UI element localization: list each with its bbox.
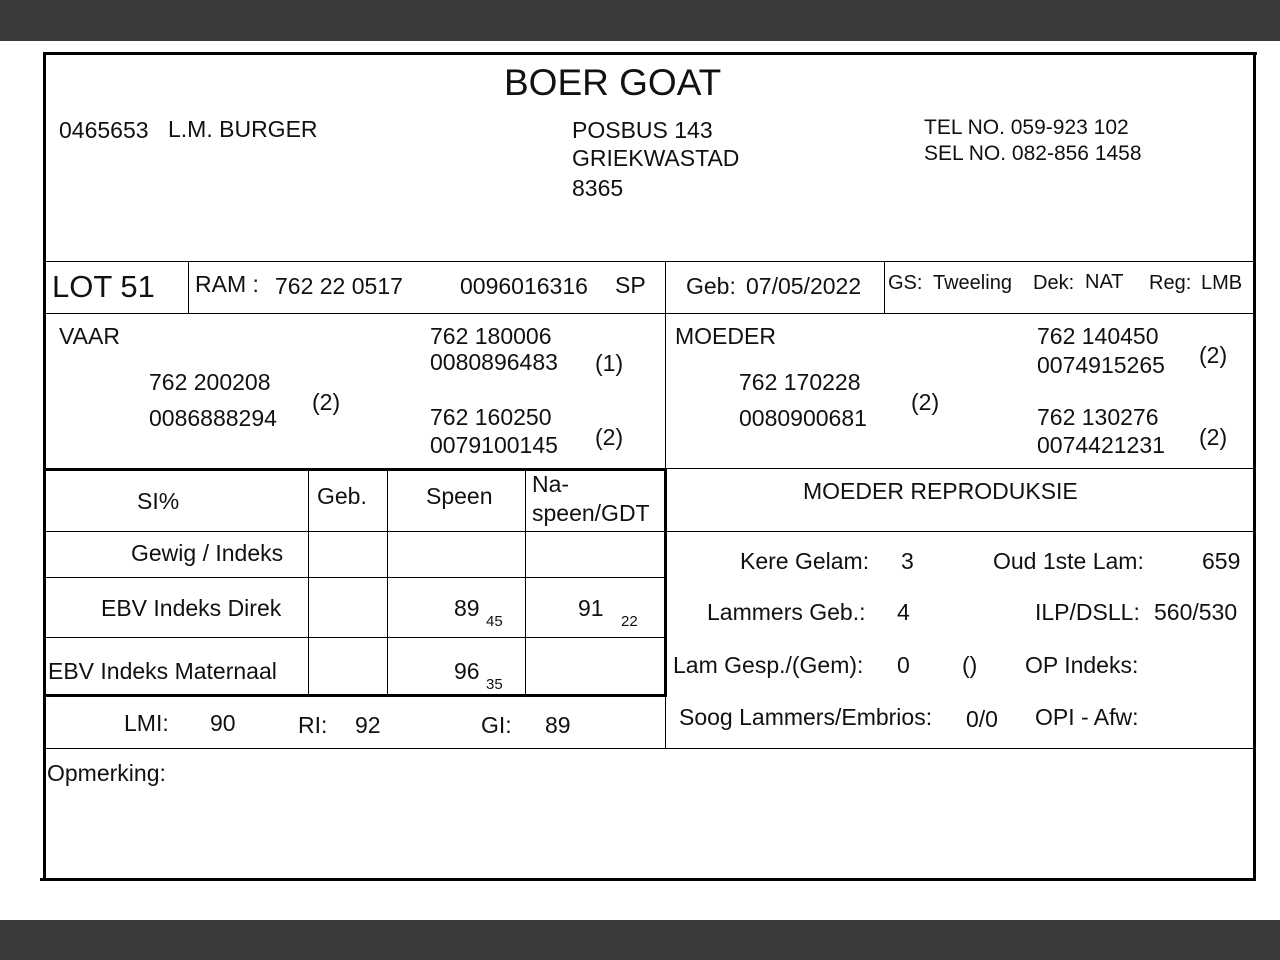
- col-header-naspeen-2: speen/GDT: [532, 500, 650, 526]
- col-header-speen: Speen: [426, 483, 493, 509]
- gi-label: GI:: [481, 712, 512, 738]
- rule-lot-right: [188, 261, 189, 313]
- catalog-card: [0, 41, 1280, 920]
- sire-dam-id: 0079100145: [430, 432, 558, 458]
- gi-value: 89: [545, 712, 571, 738]
- rule-col-naspeen: [525, 469, 526, 695]
- lmi-value: 90: [210, 710, 236, 736]
- dam-dam-count: (2): [1199, 424, 1228, 450]
- lammers-label: Lammers Geb.:: [707, 599, 866, 625]
- frame-left: [43, 52, 46, 881]
- page-title: BOER GOAT: [504, 62, 722, 103]
- dam-number: 762 170228: [739, 369, 861, 395]
- top-bar: [0, 0, 1280, 41]
- row-label-gewig: Gewig / Indeks: [131, 540, 284, 566]
- rule-row-1: [45, 577, 665, 578]
- col-header-si: SI%: [137, 488, 180, 514]
- address-line-3: 8365: [572, 175, 624, 201]
- ri-value: 92: [355, 712, 381, 738]
- soog-value: 0/0: [966, 706, 998, 732]
- rule-col-speen: [387, 469, 388, 695]
- gs-label: GS:: [888, 272, 923, 294]
- speen-maternaal-value: 96: [454, 658, 480, 684]
- reg-value: LMB: [1201, 272, 1243, 294]
- col-header-geb: Geb.: [317, 483, 367, 509]
- col-header-naspeen-1: Na-: [532, 471, 570, 497]
- remarks-label: Opmerking:: [47, 760, 166, 786]
- address-line-2: GRIEKWASTAD: [572, 145, 740, 171]
- dam-sire-number: 762 140450: [1037, 323, 1159, 349]
- rule-geb-right: [884, 261, 885, 313]
- sire-dam-number: 762 160250: [430, 404, 552, 430]
- dam-id: 0080900681: [739, 405, 867, 431]
- rule-table-bottom: [45, 694, 667, 697]
- rule-header-bottom: [45, 313, 1254, 314]
- naspeen-direk-sub: 22: [621, 613, 638, 630]
- kere-gelam-label: Kere Gelam:: [740, 548, 870, 574]
- breeder-code: 0465653: [59, 117, 149, 143]
- frame-bottom: [40, 878, 1254, 881]
- sel-number: SEL NO. 082-856 1458: [924, 142, 1142, 165]
- rule-header-top: [45, 261, 1254, 262]
- sire-sire-count: (1): [595, 350, 624, 376]
- rule-pedigree-bottom-left: [45, 468, 667, 471]
- op-label: OP Indeks:: [1025, 652, 1139, 678]
- row-label-ebv-maternaal: EBV Indeks Maternaal: [48, 658, 277, 684]
- ram-number: 762 22 0517: [275, 273, 403, 299]
- dam-label: MOEDER: [675, 323, 776, 349]
- rule-pedigree-bottom-right: [665, 468, 1254, 469]
- frame-right: [1253, 52, 1256, 881]
- rule-table-header: [45, 531, 1254, 532]
- dek-label: Dek:: [1033, 272, 1075, 294]
- dam-sire-count: (2): [1199, 342, 1228, 368]
- geb-label: Geb:: [686, 273, 736, 299]
- speen-direk-value: 89: [454, 595, 480, 621]
- sire-dam-count: (2): [595, 424, 624, 450]
- rule-row-2: [45, 637, 665, 638]
- geb-value: 07/05/2022: [746, 273, 862, 299]
- speen-direk-sub: 45: [486, 613, 503, 630]
- tel-number: TEL NO. 059-923 102: [924, 116, 1129, 139]
- rule-remarks-top: [45, 748, 1254, 749]
- sire-id: 0086888294: [149, 405, 277, 431]
- sire-sire-number: 762 180006: [430, 323, 552, 349]
- dam-dam-id: 0074421231: [1037, 432, 1165, 458]
- row-label-ebv-direk: EBV Indeks Direk: [101, 595, 282, 621]
- ilp-label: ILP/DSLL:: [1035, 599, 1140, 625]
- sire-sire-id: 0080896483: [430, 349, 558, 375]
- lam-gem-value: (): [962, 652, 978, 678]
- lam-gesp-value: 0: [897, 652, 910, 678]
- dam-dam-number: 762 130276: [1037, 404, 1159, 430]
- sire-number: 762 200208: [149, 369, 271, 395]
- oud-value: 659: [1202, 548, 1241, 574]
- dam-count: (2): [911, 389, 940, 415]
- lmi-label: LMI:: [124, 710, 169, 736]
- sire-label: VAAR: [59, 323, 120, 349]
- breeder-name: L.M. BURGER: [168, 116, 318, 142]
- lammers-value: 4: [897, 599, 910, 625]
- dek-value: NAT: [1085, 271, 1124, 293]
- dam-sire-id: 0074915265: [1037, 352, 1165, 378]
- sire-count: (2): [312, 389, 341, 415]
- oud-label: Oud 1ste Lam:: [993, 548, 1144, 574]
- lot-number: LOT 51: [52, 269, 155, 304]
- ram-label: RAM :: [195, 271, 259, 297]
- repro-title: MOEDER REPRODUKSIE: [803, 478, 1078, 504]
- bottom-bar: [0, 920, 1280, 960]
- address-line-1: POSBUS 143: [572, 117, 713, 143]
- reg-label: Reg:: [1149, 272, 1192, 294]
- lam-gesp-label: Lam Gesp./(Gem):: [673, 652, 864, 678]
- rule-col-geb: [308, 469, 309, 695]
- soog-label: Soog Lammers/Embrios:: [679, 704, 933, 730]
- naspeen-direk-value: 91: [578, 595, 604, 621]
- speen-maternaal-sub: 35: [486, 676, 503, 693]
- kere-gelam-value: 3: [901, 548, 914, 574]
- ram-id: 0096016316: [460, 273, 588, 299]
- ilp-value: 560/530: [1154, 599, 1238, 625]
- ram-grade: SP: [615, 272, 646, 298]
- frame-top: [43, 52, 1257, 55]
- rule-table-right: [664, 469, 667, 696]
- opi-label: OPI - Afw:: [1035, 704, 1139, 730]
- ri-label: RI:: [298, 712, 328, 738]
- gs-value: Tweeling: [933, 272, 1012, 294]
